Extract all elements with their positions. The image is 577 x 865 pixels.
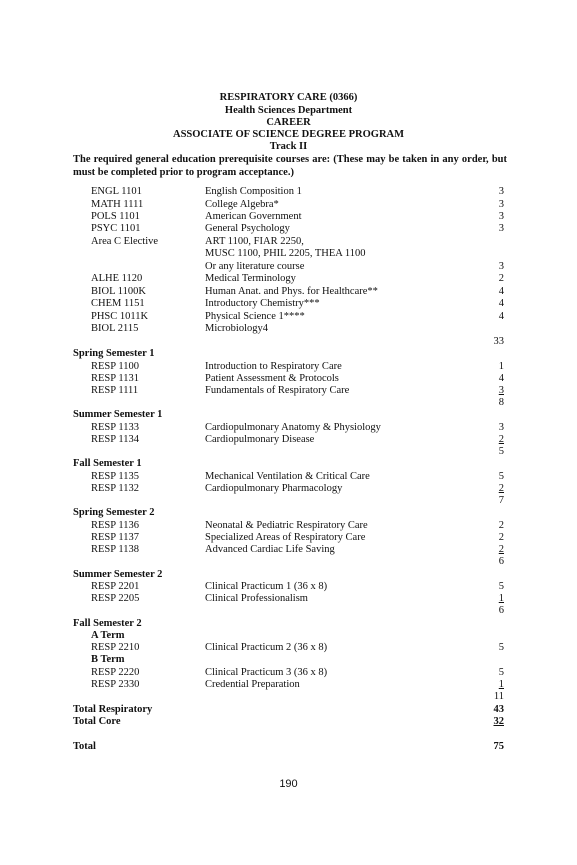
course-credits: 5 <box>498 581 504 592</box>
course-credits: 2 <box>498 532 504 543</box>
course-code: RESP 2220 <box>91 667 140 678</box>
course-code: CHEM 1151 <box>91 298 145 309</box>
course-credits: 3 <box>498 385 504 396</box>
course-title: Patient Assessment & Protocols <box>205 373 339 384</box>
course-title: Or any literature course <box>205 261 305 272</box>
course-code: PSYC 1101 <box>91 223 141 234</box>
course-credits: 2 <box>498 483 504 494</box>
course-title: Specialized Areas of Respiratory Care <box>205 532 366 543</box>
total-respiratory-value: 43 <box>493 704 504 715</box>
program-title: RESPIRATORY CARE (0366) <box>219 92 358 103</box>
total-respiratory-label: Total Respiratory <box>73 704 153 715</box>
semester-total: 6 <box>498 605 504 616</box>
course-credits: 3 <box>498 422 504 433</box>
course-code: RESP 1131 <box>91 373 139 384</box>
semester-total: 6 <box>498 556 504 567</box>
course-credits: 1 <box>498 361 504 372</box>
course-credits: 4 <box>498 311 504 322</box>
course-title: Clinical Professionalism <box>205 593 308 604</box>
course-code: RESP 2330 <box>91 679 140 690</box>
course-title: Cardiopulmonary Pharmacology <box>205 483 343 494</box>
course-credits: 4 <box>498 298 504 309</box>
course-title: Cardiopulmonary Disease <box>205 434 315 445</box>
course-title: Human Anat. and Phys. for Healthcare** <box>205 286 378 297</box>
course-code: BIOL 1100K <box>91 286 146 297</box>
course-code: RESP 1138 <box>91 544 139 555</box>
course-credits: 4 <box>498 373 504 384</box>
course-title: ART 1100, FIAR 2250, <box>205 236 304 247</box>
course-code: RESP 2205 <box>91 593 140 604</box>
career-label: CAREER <box>266 117 311 128</box>
course-credits: 2 <box>498 520 504 531</box>
course-title: Introduction to Respiratory Care <box>205 361 342 372</box>
course-code: BIOL 2115 <box>91 323 139 334</box>
term-heading: B Term <box>91 654 125 665</box>
course-title: General Psychology <box>205 223 290 234</box>
course-title: Physical Science 1**** <box>205 311 305 322</box>
semester-heading: Spring Semester 2 <box>73 507 155 518</box>
course-credits: 5 <box>498 642 504 653</box>
course-title: Clinical Practicum 2 (36 x 8) <box>205 642 328 653</box>
course-title: College Algebra* <box>205 199 279 210</box>
course-code: RESP 1133 <box>91 422 139 433</box>
course-code: ENGL 1101 <box>91 186 142 197</box>
course-credits: 3 <box>498 211 504 222</box>
course-title: Medical Terminology <box>205 273 296 284</box>
course-code: Area C Elective <box>91 236 159 247</box>
course-credits: 3 <box>498 223 504 234</box>
semester-heading: Summer Semester 1 <box>73 409 163 420</box>
grand-total-label: Total <box>73 741 96 752</box>
course-title: Mechanical Ventilation & Critical Care <box>205 471 370 482</box>
degree-program-label: ASSOCIATE OF SCIENCE DEGREE PROGRAM <box>172 129 405 140</box>
course-code: POLS 1101 <box>91 211 140 222</box>
course-credits: 2 <box>498 544 504 555</box>
course-title: Fundamentals of Respiratory Care <box>205 385 350 396</box>
course-code: RESP 1137 <box>91 532 139 543</box>
prereq-total: 33 <box>493 336 504 347</box>
semester-heading: Fall Semester 2 <box>73 618 142 629</box>
course-title: Credential Preparation <box>205 679 300 690</box>
grand-total-value: 75 <box>493 741 504 752</box>
semester-heading: Fall Semester 1 <box>73 458 142 469</box>
course-title: Introductory Chemistry*** <box>205 298 320 309</box>
course-title: MUSC 1100, PHIL 2205, THEA 1100 <box>205 248 366 259</box>
course-title: Advanced Cardiac Life Saving <box>205 544 335 555</box>
total-core-label: Total Core <box>73 716 121 727</box>
course-code: RESP 2201 <box>91 581 140 592</box>
semester-total: 5 <box>498 446 504 457</box>
course-code: ALHE 1120 <box>91 273 143 284</box>
course-credits: 2 <box>498 434 504 445</box>
course-credits: 3 <box>498 261 504 272</box>
course-credits: 1 <box>498 593 504 604</box>
course-code: PHSC 1011K <box>91 311 149 322</box>
course-credits: 4 <box>498 286 504 297</box>
course-credits: 5 <box>498 471 504 482</box>
course-credits: 3 <box>498 199 504 210</box>
course-title: Microbiology4 <box>205 323 268 334</box>
department-name: Health Sciences Department <box>224 105 353 116</box>
course-code: RESP 1136 <box>91 520 139 531</box>
course-code: RESP 1132 <box>91 483 139 494</box>
semester-total: 7 <box>498 495 504 506</box>
course-title: Clinical Practicum 1 (36 x 8) <box>205 581 328 592</box>
course-credits: 5 <box>498 667 504 678</box>
course-credits: 3 <box>498 186 504 197</box>
course-code: RESP 1135 <box>91 471 139 482</box>
page-number: 190 <box>279 778 298 790</box>
course-code: RESP 1111 <box>91 385 139 396</box>
semester-total: 8 <box>498 397 504 408</box>
course-title: American Government <box>205 211 302 222</box>
semester-heading: Summer Semester 2 <box>73 569 163 580</box>
course-code: MATH 1111 <box>91 199 144 210</box>
course-code: RESP 1134 <box>91 434 139 445</box>
course-title: Neonatal & Pediatric Respiratory Care <box>205 520 368 531</box>
semester-heading: Spring Semester 1 <box>73 348 155 359</box>
course-title: Cardiopulmonary Anatomy & Physiology <box>205 422 381 433</box>
track-label: Track II <box>269 141 308 152</box>
course-title: English Composition 1 <box>205 186 302 197</box>
course-code: RESP 2210 <box>91 642 140 653</box>
total-core-value: 32 <box>493 716 504 727</box>
course-credits: 1 <box>498 679 504 690</box>
term-heading: A Term <box>91 630 125 641</box>
course-title: Clinical Practicum 3 (36 x 8) <box>205 667 328 678</box>
semester-total: 11 <box>493 691 504 702</box>
course-credits: 2 <box>498 273 504 284</box>
intro-paragraph: The required general education prerequisite courses are: (These may be taken in any order, but must be completed prior to program acceptance.) <box>73 154 507 178</box>
course-code: RESP 1100 <box>91 361 139 372</box>
